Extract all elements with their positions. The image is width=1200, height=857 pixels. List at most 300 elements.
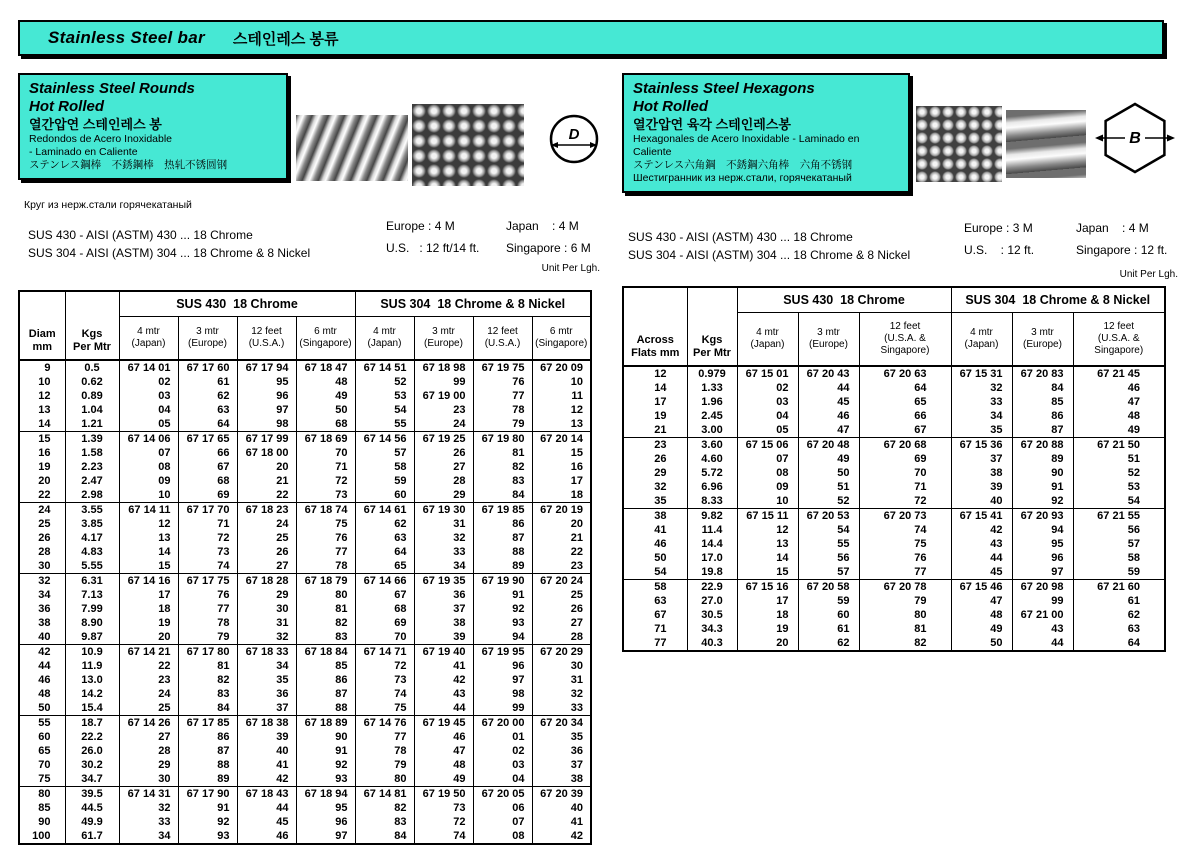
table-cell: 67 14 66	[355, 574, 414, 589]
table-cell: 8.33	[687, 494, 737, 509]
table-cell: 79	[355, 758, 414, 772]
table-row	[623, 594, 1165, 608]
table-cell: 18	[532, 488, 591, 503]
column-header: 3 mtr (Europe)	[798, 313, 859, 367]
table-cell: 75	[355, 701, 414, 716]
table-cell: 27	[414, 460, 473, 474]
table-cell: 67 15 16	[737, 580, 798, 595]
table-row	[19, 432, 591, 447]
table-cell: 24	[237, 517, 296, 531]
table-cell: 03	[119, 389, 178, 403]
table-row	[623, 480, 1165, 494]
sus430-group-header: SUS 430 18 Chrome	[737, 287, 951, 313]
rounds-title-russian: Круг из нерж.стали горячекатаный	[24, 199, 192, 211]
diameter-diagram	[542, 112, 606, 170]
table-cell: 24	[119, 687, 178, 701]
table-cell: 61	[178, 375, 237, 389]
table-cell: 44.5	[65, 801, 119, 815]
table-cell: 05	[119, 417, 178, 432]
table-cell: 67 18 69	[296, 432, 355, 447]
table-row	[19, 403, 591, 417]
table-cell: 19.8	[687, 565, 737, 580]
table-row	[19, 815, 591, 829]
table-cell: 87	[1012, 423, 1073, 438]
table-cell: 76	[473, 375, 532, 389]
table-cell: 14.2	[65, 687, 119, 701]
table-cell: 18	[119, 602, 178, 616]
rounds-title-english: Stainless Steel Rounds	[29, 80, 195, 97]
table-cell: 2.98	[65, 488, 119, 503]
table-cell: 91	[473, 588, 532, 602]
table-cell: 19	[737, 622, 798, 636]
table-cell: 09	[119, 474, 178, 488]
table-cell: 67 18 00	[237, 446, 296, 460]
table-cell: 26	[623, 452, 687, 466]
table-cell: 50	[623, 551, 687, 565]
arrow-left-icon	[1095, 135, 1103, 142]
table-row	[19, 787, 591, 802]
table-cell: 88	[296, 701, 355, 716]
table-cell: 49	[951, 622, 1012, 636]
table-cell: 63	[623, 594, 687, 608]
table-cell: 67 18 94	[296, 787, 355, 802]
table-row	[623, 551, 1165, 565]
table-row	[19, 389, 591, 403]
table-cell: 87	[178, 744, 237, 758]
table-cell: 67 19 75	[473, 360, 532, 375]
table-cell: 99	[473, 701, 532, 716]
table-cell: 67 20 39	[532, 787, 591, 802]
table-cell: 74	[859, 523, 951, 537]
table-cell: 18.7	[65, 716, 119, 731]
column-header: 6 mtr (Singapore)	[532, 317, 591, 361]
unit-per-length-note: Unit Per Lgh.	[541, 263, 600, 274]
table-cell: 1.39	[65, 432, 119, 447]
table-cell: 16	[19, 446, 65, 460]
table-cell: 1.04	[65, 403, 119, 417]
table-cell: 88	[473, 545, 532, 559]
column-header: 12 feet (U.S.A. & Singapore)	[859, 313, 951, 367]
table-cell: 12	[19, 389, 65, 403]
table-cell: 29	[623, 466, 687, 480]
table-cell: 44	[414, 701, 473, 716]
table-cell: 67 17 80	[178, 645, 237, 660]
table-cell: 67 18 89	[296, 716, 355, 731]
table-cell: 67 20 09	[532, 360, 591, 375]
table-cell: 36	[237, 687, 296, 701]
table-cell: 05	[737, 423, 798, 438]
column-header: 3 mtr (Europe)	[1012, 313, 1073, 367]
table-cell: 50	[296, 403, 355, 417]
table-cell: 67 20 98	[1012, 580, 1073, 595]
table-cell: 39	[951, 480, 1012, 494]
table-cell: 67 19 40	[414, 645, 473, 660]
table-cell: 16	[532, 460, 591, 474]
table-cell: 67 21 45	[1073, 366, 1165, 381]
hexagons-table-body	[623, 366, 1165, 651]
table-cell: 51	[1073, 452, 1165, 466]
table-cell: 38	[414, 616, 473, 630]
table-cell: 80	[859, 608, 951, 622]
table-cell: 94	[473, 630, 532, 645]
table-cell: 2.47	[65, 474, 119, 488]
table-row	[623, 452, 1165, 466]
table-cell: 67 20 78	[859, 580, 951, 595]
table-cell: 41	[414, 659, 473, 673]
table-cell: 96	[237, 389, 296, 403]
table-cell: 10	[119, 488, 178, 503]
table-cell: 25	[19, 517, 65, 531]
table-cell: 78	[473, 403, 532, 417]
table-group-header-row	[19, 291, 591, 317]
table-cell: 66	[178, 446, 237, 460]
column-header: 4 mtr (Japan)	[951, 313, 1012, 367]
table-cell: 51	[798, 480, 859, 494]
table-row	[19, 659, 591, 673]
rounds-lengths	[386, 219, 591, 255]
table-cell: 67 19 00	[414, 389, 473, 403]
table-cell: 92	[1012, 494, 1073, 509]
table-row	[623, 537, 1165, 551]
table-cell: 31	[237, 616, 296, 630]
table-cell: 98	[473, 687, 532, 701]
round-bars-bundle-photo	[412, 104, 524, 186]
table-cell: 27	[237, 559, 296, 574]
table-cell: 52	[355, 375, 414, 389]
table-cell: 70	[355, 630, 414, 645]
hexagons-lengths	[964, 221, 1167, 257]
hexagons-title-spanish: Hexagonales de Acero Inoxidable - Laminado en Caliente	[633, 133, 860, 158]
table-cell: 19	[623, 409, 687, 423]
table-cell: 46	[237, 829, 296, 844]
table-cell: 14	[19, 417, 65, 432]
table-cell: 67 20 34	[532, 716, 591, 731]
table-cell: 67 14 21	[119, 645, 178, 660]
table-cell: 49	[798, 452, 859, 466]
table-row	[19, 630, 591, 645]
table-cell: 02	[119, 375, 178, 389]
table-cell: 01	[473, 730, 532, 744]
hexagons-spec-sus430: SUS 430 - AISI (ASTM) 430 ... 18 Chrome	[628, 230, 853, 244]
table-cell: 49	[296, 389, 355, 403]
table-cell: 72	[355, 659, 414, 673]
table-cell: 67 19 85	[473, 503, 532, 518]
table-cell: 28	[119, 744, 178, 758]
table-cell: 3.60	[687, 438, 737, 453]
table-cell: 67 21 60	[1073, 580, 1165, 595]
table-cell: 22	[19, 488, 65, 503]
table-cell: 67 14 61	[355, 503, 414, 518]
table-cell: 50	[951, 636, 1012, 651]
table-cell: 86	[178, 730, 237, 744]
table-cell: 9	[19, 360, 65, 375]
table-cell: 71	[296, 460, 355, 474]
table-cell: 73	[178, 545, 237, 559]
table-cell: 72	[296, 474, 355, 488]
table-row	[623, 523, 1165, 537]
table-cell: 67 18 84	[296, 645, 355, 660]
table-cell: 63	[355, 531, 414, 545]
table-row	[19, 517, 591, 531]
length-japan: Japan : 4 M	[506, 219, 579, 233]
table-cell: 45	[798, 395, 859, 409]
table-cell: 67 17 65	[178, 432, 237, 447]
hexagons-specs	[628, 228, 910, 264]
table-cell: 81	[859, 622, 951, 636]
table-cell: 59	[1073, 565, 1165, 580]
table-cell: 68	[178, 474, 237, 488]
table-cell: 47	[414, 744, 473, 758]
table-cell: 67 14 51	[355, 360, 414, 375]
column-header: 4 mtr (Japan)	[737, 313, 798, 367]
table-row	[623, 466, 1165, 480]
table-cell: 4.83	[65, 545, 119, 559]
table-cell: 28	[19, 545, 65, 559]
table-row	[623, 494, 1165, 509]
table-row	[19, 417, 591, 432]
table-cell: 1.21	[65, 417, 119, 432]
rounds-title-spanish-2: - Laminado en Caliente	[29, 146, 138, 158]
table-cell: 82	[355, 801, 414, 815]
hex-bar-photo	[1006, 110, 1086, 178]
table-row	[623, 438, 1165, 453]
table-cell: 22.9	[687, 580, 737, 595]
table-cell: 0.62	[65, 375, 119, 389]
table-row	[19, 758, 591, 772]
table-cell: 63	[178, 403, 237, 417]
hexagons-spec-sus304: SUS 304 - AISI (ASTM) 304 ... 18 Chrome & 8 Nickel	[628, 248, 911, 262]
table-cell: 62	[798, 636, 859, 651]
table-cell: 46	[414, 730, 473, 744]
table-cell: 82	[859, 636, 951, 651]
table-cell: 40	[19, 630, 65, 645]
table-cell: 14	[623, 381, 687, 395]
table-cell: 68	[355, 602, 414, 616]
table-cell: 42	[19, 645, 65, 660]
table-cell: 78	[355, 744, 414, 758]
table-cell: 26	[19, 531, 65, 545]
table-cell: 42	[951, 523, 1012, 537]
table-cell: 67 15 46	[951, 580, 1012, 595]
table-cell: 67 18 79	[296, 574, 355, 589]
table-cell: 7.99	[65, 602, 119, 616]
rounds-title-cjk: ステンレス鋼棒 不銹鋼棒 热轧不锈圆钢	[29, 159, 228, 171]
table-cell: 81	[473, 446, 532, 460]
table-cell: 36	[532, 744, 591, 758]
table-cell: 32	[237, 630, 296, 645]
length-japan: Japan : 4 M	[1076, 221, 1149, 235]
table-cell: 22.2	[65, 730, 119, 744]
table-cell: 67 21 50	[1073, 438, 1165, 453]
table-cell: 15	[19, 432, 65, 447]
table-cell: 74	[355, 687, 414, 701]
table-cell: 93	[296, 772, 355, 787]
table-cell: 35	[623, 494, 687, 509]
table-cell: 67 15 11	[737, 509, 798, 524]
table-cell: 7.13	[65, 588, 119, 602]
table-cell: 67 20 63	[859, 366, 951, 381]
table-cell: 13	[119, 531, 178, 545]
table-cell: 37	[532, 758, 591, 772]
table-cell: 67 14 81	[355, 787, 414, 802]
table-cell: 31	[414, 517, 473, 531]
sus304-group-header: SUS 304 18 Chrome & 8 Nickel	[355, 291, 591, 317]
table-cell: 73	[296, 488, 355, 503]
table-row	[19, 772, 591, 787]
table-cell: 20	[737, 636, 798, 651]
table-cell: 53	[1073, 480, 1165, 494]
table-cell: 33	[119, 815, 178, 829]
table-cell: 30	[237, 602, 296, 616]
table-cell: 54	[623, 565, 687, 580]
table-row	[623, 423, 1165, 438]
table-cell: 02	[737, 381, 798, 395]
table-cell: 35	[951, 423, 1012, 438]
table-cell: 30	[532, 659, 591, 673]
table-cell: 57	[355, 446, 414, 460]
table-cell: 5.72	[687, 466, 737, 480]
table-cell: 69	[355, 616, 414, 630]
table-cell: 25	[532, 588, 591, 602]
table-cell: 27	[119, 730, 178, 744]
table-cell: 89	[178, 772, 237, 787]
table-cell: 91	[296, 744, 355, 758]
table-cell: 20	[19, 474, 65, 488]
table-cell: 78	[296, 559, 355, 574]
length-us: U.S. : 12 ft.	[964, 243, 1035, 257]
table-cell: 29	[414, 488, 473, 503]
table-cell: 64	[1073, 636, 1165, 651]
table-row	[19, 616, 591, 630]
table-row	[19, 545, 591, 559]
table-cell: 67 14 56	[355, 432, 414, 447]
table-cell: 69	[178, 488, 237, 503]
table-cell: 67 15 06	[737, 438, 798, 453]
table-cell: 43	[414, 687, 473, 701]
table-cell: 45	[237, 815, 296, 829]
table-cell: 62	[355, 517, 414, 531]
table-cell: 04	[473, 772, 532, 787]
table-cell: 54	[798, 523, 859, 537]
page-title-korean: 스테인레스 봉류	[232, 30, 339, 48]
table-cell: 67 17 60	[178, 360, 237, 375]
table-cell: 77	[859, 565, 951, 580]
table-cell: 96	[1012, 551, 1073, 565]
table-cell: 70	[296, 446, 355, 460]
table-cell: 71	[178, 517, 237, 531]
table-cell: 93	[473, 616, 532, 630]
table-cell: 62	[1073, 608, 1165, 622]
table-cell: 34	[414, 559, 473, 574]
table-cell: 78	[178, 616, 237, 630]
table-cell: 28	[532, 630, 591, 645]
hexagons-title-cjk: ステンレス六角鋼 不銹鋼六角棒 六角不锈钢	[633, 159, 853, 171]
table-cell: 74	[178, 559, 237, 574]
table-cell: 37	[414, 602, 473, 616]
table-row	[19, 645, 591, 660]
table-cell: 0.979	[687, 366, 737, 381]
table-cell: 38	[623, 509, 687, 524]
table-row	[19, 730, 591, 744]
table-cell: 49.9	[65, 815, 119, 829]
table-cell: 24	[19, 503, 65, 518]
hexagons-price-table	[622, 286, 1166, 652]
table-cell: 46	[19, 673, 65, 687]
table-cell: 44	[1012, 636, 1073, 651]
table-cell: 91	[1012, 480, 1073, 494]
table-cell: 96	[296, 815, 355, 829]
table-cell: 32	[19, 574, 65, 589]
table-cell: 06	[473, 801, 532, 815]
table-row	[19, 687, 591, 701]
table-cell: 36	[414, 588, 473, 602]
table-cell: 5.55	[65, 559, 119, 574]
table-cell: 77	[178, 602, 237, 616]
sus304-group-header: SUS 304 18 Chrome & 8 Nickel	[951, 287, 1165, 313]
table-cell: 93	[178, 829, 237, 844]
table-cell: 87	[473, 531, 532, 545]
table-cell: 22	[532, 545, 591, 559]
table-cell: 73	[355, 673, 414, 687]
table-cell: 33	[532, 701, 591, 716]
table-cell: 34	[951, 409, 1012, 423]
length-europe: Europe : 3 M	[964, 221, 1033, 235]
table-cell: 37	[237, 701, 296, 716]
table-cell: 77	[296, 545, 355, 559]
table-cell: 59	[798, 594, 859, 608]
table-cell: 07	[473, 815, 532, 829]
table-cell: 34.3	[687, 622, 737, 636]
table-cell: 83	[473, 474, 532, 488]
column-header: 12 feet (U.S.A.)	[237, 317, 296, 361]
table-cell: 92	[178, 815, 237, 829]
diameter-label: D	[568, 126, 580, 143]
table-cell: 65	[355, 559, 414, 574]
table-cell: 27	[532, 616, 591, 630]
table-cell: 39.5	[65, 787, 119, 802]
table-cell: 13	[737, 537, 798, 551]
table-cell: 39	[237, 730, 296, 744]
table-cell: 30	[119, 772, 178, 787]
rounds-title-korean: 열간압연 스테인레스 봉	[29, 117, 162, 132]
table-cell: 50	[798, 466, 859, 480]
table-cell: 30.5	[687, 608, 737, 622]
table-row	[623, 366, 1165, 381]
table-cell: 15	[119, 559, 178, 574]
table-cell: 21	[237, 474, 296, 488]
table-cell: 6.96	[687, 480, 737, 494]
table-cell: 81	[178, 659, 237, 673]
table-cell: 67 20 53	[798, 509, 859, 524]
table-cell: 23	[414, 403, 473, 417]
table-cell: 35	[532, 730, 591, 744]
round-bars-photo	[296, 115, 408, 181]
table-cell: 44	[19, 659, 65, 673]
table-cell: 49	[414, 772, 473, 787]
table-cell: 42	[237, 772, 296, 787]
table-cell: 67 15 41	[951, 509, 1012, 524]
table-cell: 26	[414, 446, 473, 460]
table-cell: 67 20 29	[532, 645, 591, 660]
table-cell: 95	[296, 801, 355, 815]
table-cell: 15.4	[65, 701, 119, 716]
table-cell: 67 18 28	[237, 574, 296, 589]
table-cell: 25	[237, 531, 296, 545]
table-cell: 20	[237, 460, 296, 474]
table-cell: 67 20 58	[798, 580, 859, 595]
table-cell: 79	[859, 594, 951, 608]
table-row	[19, 744, 591, 758]
